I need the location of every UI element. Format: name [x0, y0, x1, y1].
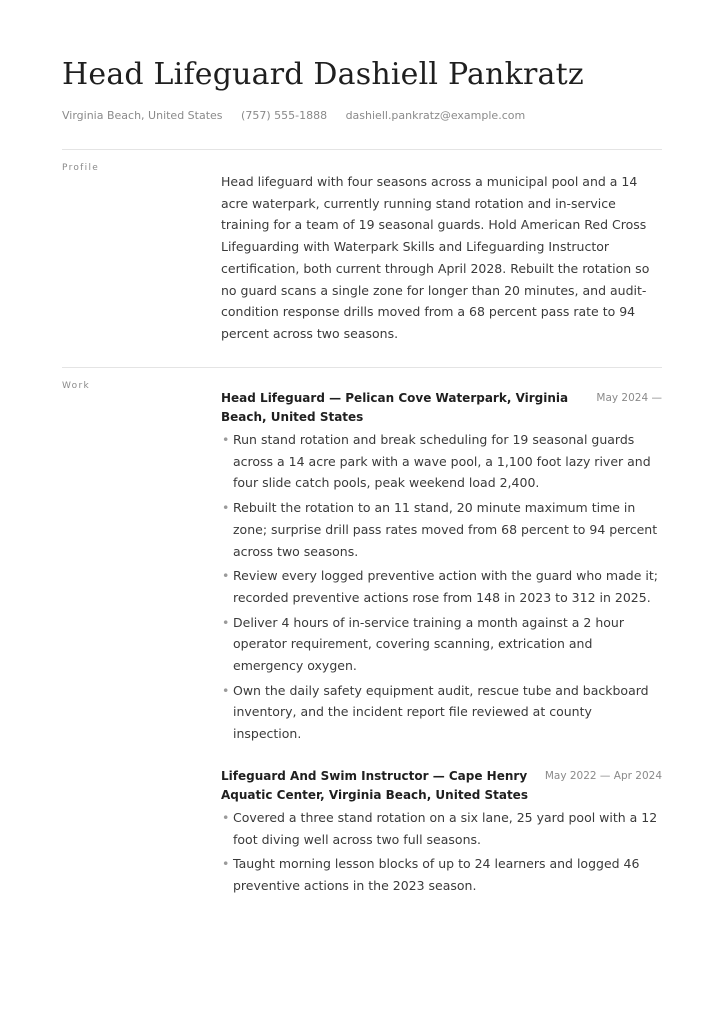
contact-phone: (757) 555-1888: [241, 109, 328, 122]
contact-location: Virginia Beach, United States: [62, 109, 223, 122]
job-title-line: Lifeguard And Swim Instructor — Cape Henry: [221, 769, 528, 783]
bullet-item: [221, 497, 662, 562]
bullet-item: [221, 612, 662, 677]
bullet-dot-icon: •: [222, 432, 230, 447]
bullet-dot-icon: •: [222, 856, 230, 872]
bullet-text: Covered a three stand rotation on a six lane, 25 yard pool with a 12 foot diving well across two full seasons.: [233, 810, 658, 847]
profile-summary: Head lifeguard with four seasons across a municipal pool and a 14 acre waterpark, currently running stand rotation and in-service training for a team of 19 seasonal guards. Hold American Red Cross Lifeguarding with Waterpark Skills and Lifeguarding Instructor certification, both current through April 2028. Rebuilt the rotation so no guard scans a single zone for longer than 20 minutes, and audit-condition response drills moved from a 68 percent pass rate to 94 percent across two seasons.: [221, 174, 650, 341]
job-bullets: [221, 429, 662, 745]
job-dates: May 2022 — Apr 2024: [544, 770, 662, 782]
bullet-dot-icon: •: [222, 682, 230, 698]
section-label-work: Work: [62, 381, 90, 391]
contact-line: [62, 108, 540, 124]
contact-email[interactable]: dashiell.pankratz@example.com: [345, 109, 526, 122]
candidate-name: Head Lifeguard Dashiell Pankratz: [62, 57, 584, 92]
job-title: [221, 389, 568, 427]
bullet-text: Own the daily safety equipment audit, rescue tube and backboard inventory, and the incident report file reviewed at county inspection.: [233, 682, 649, 742]
job-header: [221, 767, 662, 807]
job-title-line: Head Lifeguard — Pelican Cove Waterpark, Virginia: [221, 391, 569, 405]
job-entry: [221, 389, 662, 748]
job-title: [221, 767, 528, 805]
bullet-dot-icon: •: [222, 614, 230, 630]
bullet-item: [221, 807, 662, 850]
job-title-line: Aquatic Center, Virginia Beach, United States: [221, 788, 528, 802]
job-dates: May 2024 —: [596, 392, 662, 404]
bullet-item: [221, 565, 662, 608]
bullet-text: Deliver 4 hours of in-service training a month against a 2 hour operator requirement, covering scanning, extrication and emergency oxygen.: [233, 614, 624, 674]
bullet-dot-icon: •: [222, 810, 230, 825]
job-title-line: Beach, United States: [221, 410, 364, 424]
bullet-dot-icon: •: [222, 568, 230, 584]
divider-work: [62, 367, 662, 368]
job-header: [221, 389, 662, 429]
section-label-profile: Profile: [62, 163, 100, 173]
job-bullets: [221, 807, 662, 897]
bullet-dot-icon: •: [222, 500, 230, 516]
bullet-text: Rebuilt the rotation to an 11 stand, 20 minute maximum time in zone; surprise drill pass rates moved from 68 percent to 94 percent across two seasons.: [233, 500, 658, 559]
bullet-item: [221, 853, 662, 896]
bullet-item: [221, 680, 662, 745]
bullet-text: Taught morning lesson blocks of up to 24 learners and logged 46 preventive actions in the 2023 season.: [233, 856, 640, 894]
divider-profile: [62, 149, 662, 150]
job-entry: [221, 767, 662, 900]
bullet-text: Run stand rotation and break scheduling for 19 seasonal guards across a 14 acre park with a wave pool, a 1,100 foot lazy river and four slide catch pools, peak weekend load 2,400.: [233, 432, 651, 491]
bullet-text: Review every logged preventive action with the guard who made it; recorded preventive actions rose from 148 in 2023 to 312 in 2025.: [233, 568, 658, 605]
bullet-item: [221, 429, 662, 494]
